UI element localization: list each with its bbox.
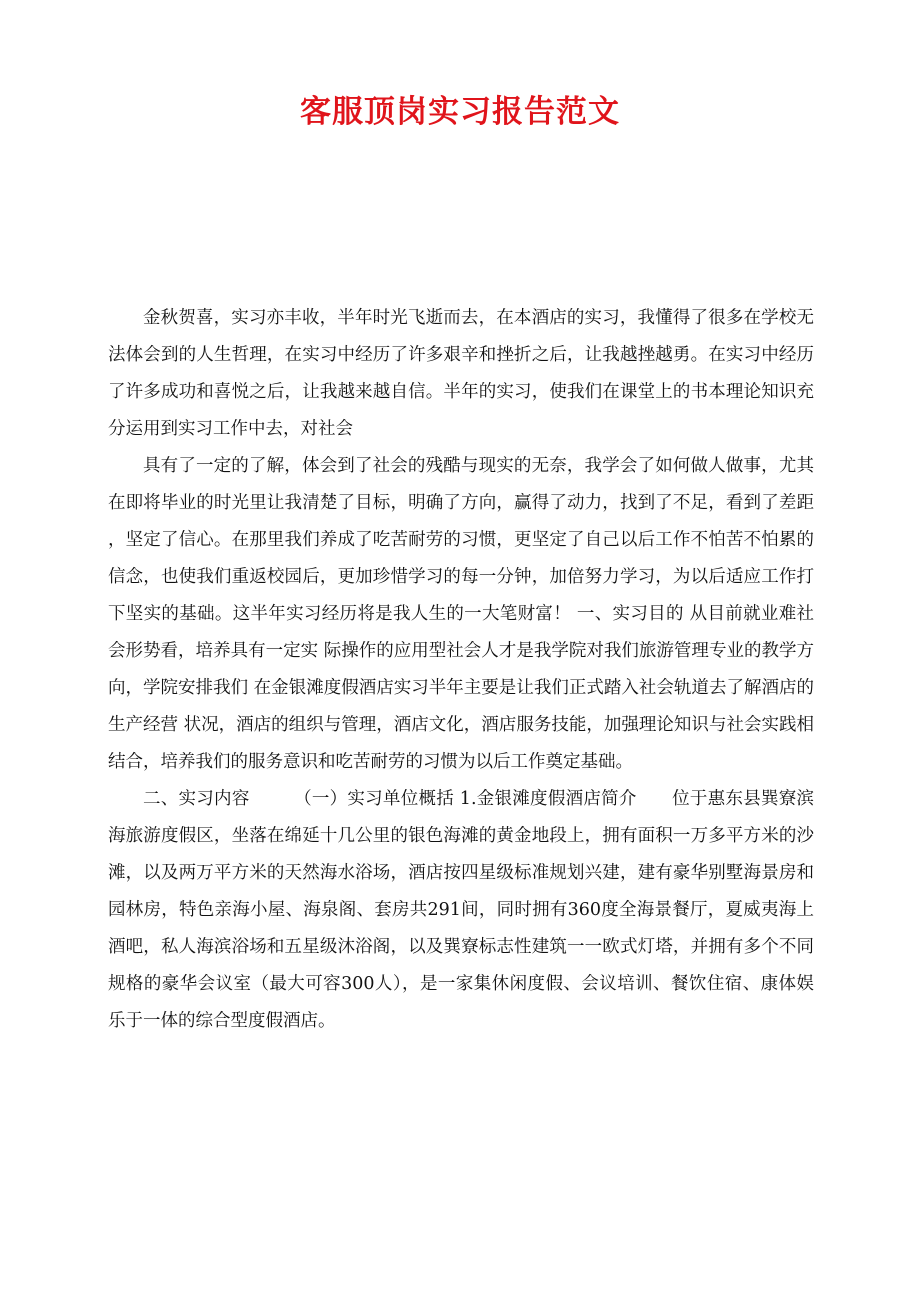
document-title: 客服顶岗实习报告范文 [300,94,620,130]
paragraph-intro: 金秋贺喜，实习亦丰收，半年时光飞逝而去，在本酒店的实习，我懂得了很多在学校无法体会到的人生哲理，在实习中经历了许多艰辛和挫折之后，让我越挫越勇。在实习中经历了许多成功和喜悦之后，让我越来越自信。半年的实习，使我们在课堂上的书本理论知识充分运用到实习工作中去，对社会 [108,308,814,439]
paragraph-purpose: 具有了一定的了解，体会到了社会的残酷与现实的无奈，我学会了如何做人做事，尤其在即将毕业的时光里让我清楚了目标，明确了方向，赢得了动力，找到了不足，看到了差距，坚定了信心。在那里我们养成了吃苦耐劳的习惯，更坚定了自己以后工作不怕苦不怕累的信念，也使我们重返校园后，更加珍惜学习的每一分钟，加倍努力学习，为以后适应工作打下坚实的基础。这半年实习经历将是我人生的一大笔财富！ 一、实习目的 从目前就业难社会形势看，培养具有一定实 际操作的应用型社会人才是我学院对我们旅游管理专业的教学方向，学院安排我们 在金银滩度假酒店实习半年主要是让我们正式踏入社会轨道去了解酒店的生产经营 状况，酒店的组织与管理，酒店文化，酒店服务技能，加强理论知识与社会实践相 结合，培养我们的服务意识和吃苦耐劳的习惯为以后工作奠定基础。 [108,456,814,772]
paragraph-content: 二、实习内容 （一）实习单位概括 1.金银滩度假酒店简介 位于惠东县巽寮滨海旅游度假区，坐落在绵延十几公里的银色海滩的黄金地段上，拥有面积一万多平方米的沙滩，以及两万平方米的天然海水浴场，酒店按四星级标准规划兴建，建有豪华别墅海景房和园林房，特色亲海小屋、海泉阁、套房共291间，同时拥有360度全海景餐厅，夏威夷海上酒吧，私人海滨浴场和五星级沐浴阁，以及巽寮标志性建筑一一欧式灯塔，并拥有多个不同规格的豪华会议室（最大可容300人），是一家集休闲度假、会议培训、餐饮住宿、康体娱乐于一体的综合型度假酒店。 [108,789,814,1031]
document-body [108,300,814,1040]
